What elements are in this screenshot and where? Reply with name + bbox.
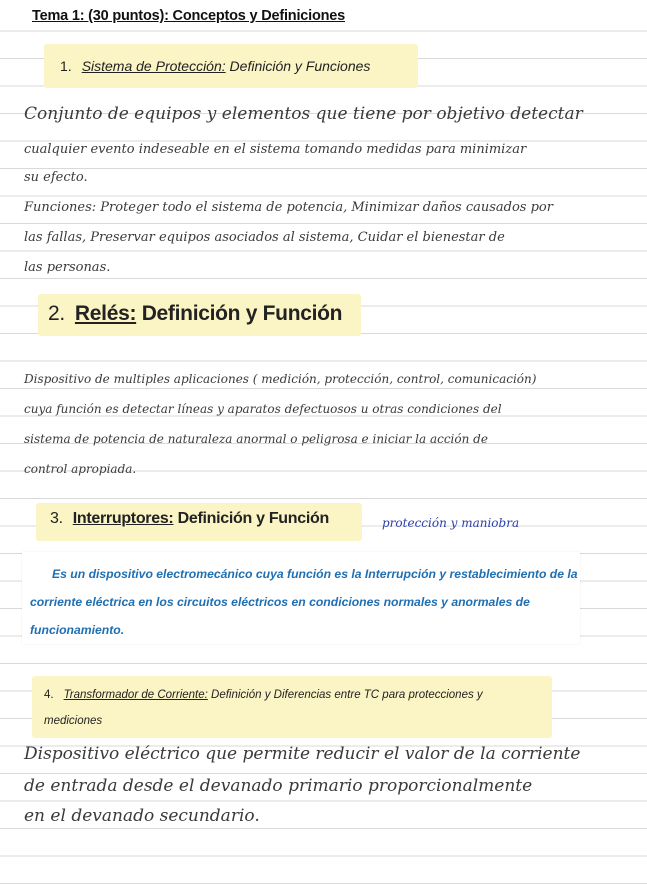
- section-3-rest: Definición y Función: [173, 510, 329, 527]
- section-4-number: 4.: [44, 689, 54, 701]
- handwritten-line: las personas.: [24, 260, 111, 275]
- section-2-heading: [38, 294, 361, 336]
- handwritten-line: control apropiada.: [24, 462, 137, 476]
- section-4-term: Transformador de Corriente:: [63, 689, 208, 701]
- section-2-term: Relés:: [74, 302, 137, 325]
- section-1-rest: Definición y Funciones: [225, 58, 371, 74]
- section-3-number: 3.: [50, 510, 63, 527]
- handwritten-line: de entrada desde el devanado primario proporcionalmente: [24, 776, 533, 796]
- handwritten-line: en el devanado secundario.: [24, 806, 260, 826]
- handwritten-line: Dispositivo de multiples aplicaciones ( medición, protección, control, comunicación): [24, 372, 537, 386]
- handwritten-line: Funciones: Proteger todo el sistema de potencia, Minimizar daños causados por: [24, 200, 553, 215]
- section-1-heading: [44, 44, 418, 88]
- handwritten-line: Conjunto de equipos y elementos que tiene por objetivo detectar: [24, 104, 583, 124]
- section-1-term: Sistema de Protección:: [81, 58, 226, 74]
- handwritten-line: Dispositivo eléctrico que permite reducir el valor de la corriente: [24, 744, 581, 764]
- handwritten-line: cualquier evento indeseable en el sistema tomando medidas para minimizar: [24, 142, 527, 157]
- page-title: Tema 1: (30 puntos): Conceptos y Definiciones: [32, 8, 346, 24]
- section-2-rest: Definición y Función: [136, 302, 343, 325]
- handwritten-line: las fallas, Preservar equipos asociados al sistema, Cuidar el bienestar de: [24, 230, 505, 245]
- handwritten-note: protección y maniobra: [382, 516, 520, 530]
- handwritten-line: cuya función es detectar líneas y aparatos defectuosos u otras condiciones del: [24, 402, 502, 416]
- definition-box: [22, 552, 580, 644]
- section-4-rest: Definición y Diferencias entre TC para protecciones y mediciones: [44, 689, 483, 727]
- handwritten-line: su efecto.: [24, 170, 88, 185]
- handwritten-line: sistema de potencia de naturaleza anormal o peligrosa e iniciar la acción de: [24, 432, 488, 446]
- section-3-heading: [36, 503, 362, 541]
- section-3-term: Interruptores:: [72, 510, 174, 527]
- definition-text: Es un dispositivo electromecánico cuya función es la Interrupción y restablecimiento de la corriente eléctrica en los circuitos eléctricos en condiciones normales y anormales de funcionamiento.: [30, 567, 578, 637]
- section-4-heading: [32, 676, 552, 738]
- section-2-number: 2.: [48, 302, 65, 325]
- section-1-number: 1.: [60, 58, 72, 74]
